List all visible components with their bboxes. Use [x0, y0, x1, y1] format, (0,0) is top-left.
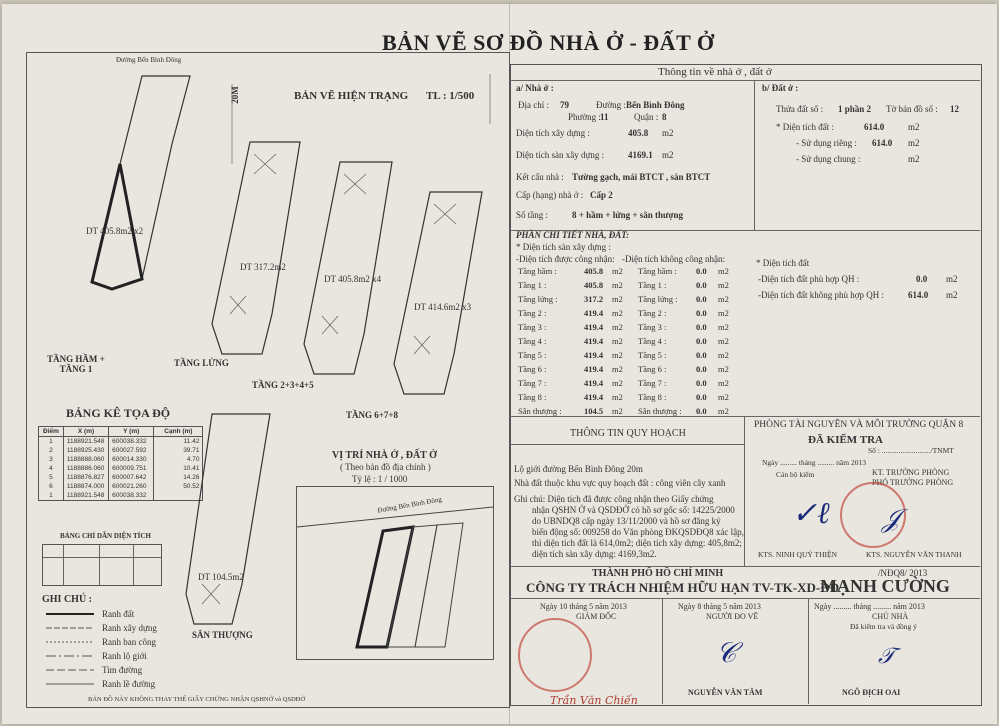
unit: m2: [718, 350, 729, 360]
not-ok-label: -Diện tích đất không phù hợp QH :: [758, 290, 884, 300]
office-checked: ĐÃ KIỂM TRA: [808, 434, 883, 446]
surveyor-title: NGƯỜI ĐO VẼ: [706, 612, 759, 621]
detail-label: Tầng 1 :: [518, 280, 547, 290]
info-title: Thông tin về nhà ở , đất ở: [658, 66, 772, 78]
unit: m2: [908, 154, 920, 164]
build-area: 405.8: [628, 128, 649, 138]
ok-label: -Diện tích đất phù hợp QH :: [758, 274, 860, 284]
cell: 1188925.430: [63, 446, 108, 455]
road-width: 20M: [229, 86, 240, 104]
detail-rows: [518, 266, 746, 446]
planning-note: diện tích sàn xây dựng: 4169,3m2.: [532, 549, 657, 559]
unit: m2: [612, 392, 623, 402]
unit: m2: [718, 378, 729, 388]
unit: m2: [908, 122, 920, 132]
detail-label: Sân thượng :: [518, 406, 562, 416]
cell: 1188886.060: [63, 464, 108, 473]
planning-note: Ghi chú: Diện tích đã được công nhận theo Giấy chứng: [514, 494, 714, 504]
not-recognized-header: -Diện tích không công nhận:: [622, 254, 725, 264]
unit: m2: [612, 336, 623, 346]
unit: m2: [612, 266, 623, 276]
coords-header: X (m): [63, 427, 108, 437]
private-label: - Sử dụng riêng :: [796, 138, 857, 148]
detail-label: Tầng 3 :: [638, 322, 667, 332]
unit: m2: [662, 128, 674, 138]
detail-value: 0.0: [696, 280, 707, 290]
surveyor-name: NGUYỄN VĂN TÂM: [688, 688, 763, 697]
coords-header: Cạnh (m): [154, 427, 203, 437]
detail-value: 405.8: [584, 266, 604, 276]
detail-value: 104.5: [584, 406, 604, 416]
detail-label: Tầng 7 :: [638, 378, 667, 388]
area-rooftop: DT 104.5m2: [198, 572, 244, 582]
legend-item: Ranh xây dựng: [102, 623, 157, 633]
office-date: Ngày ......... tháng ......... năm 2013: [762, 458, 866, 467]
detail-value: 0.0: [696, 266, 707, 276]
street: Bến Bình Đông: [626, 100, 685, 110]
detail-label: Tầng 8 :: [518, 392, 547, 402]
detail-value: 419.4: [584, 378, 604, 388]
map-label: Tờ bản đồ số :: [886, 104, 938, 114]
detail-label: Tầng 3 :: [518, 322, 547, 332]
district: 8: [662, 112, 667, 122]
unit: m2: [946, 290, 958, 300]
cell: 600021.260: [109, 482, 154, 491]
plan-floor-6-8: [394, 192, 482, 394]
legend-item: Ranh lộ giới: [102, 651, 147, 661]
cell: 5: [39, 473, 64, 482]
date-surveyor: Ngày 8 tháng 5 năm 2013: [678, 602, 761, 611]
cell: 11.42: [154, 437, 203, 447]
unit: m2: [946, 274, 958, 284]
planning-note: nhận QSHN Ở và QSDĐỞ có hồ sơ gốc số: 14225/2000: [532, 505, 735, 515]
cell: 3: [39, 455, 64, 464]
location-subtitle: ( Theo bản đồ địa chính ): [340, 462, 431, 472]
office-head-title: KT. TRƯỞNG PHÒNG: [872, 468, 950, 477]
cell: 2: [39, 446, 64, 455]
company-name: CÔNG TY TRÁCH NHIỆM HỮU HẠN TV-TK-XD-ĐĐ: [526, 580, 839, 595]
planning-note: do UBNDQ8 cấp ngày 13/11/2000 và hồ sơ đăng ký: [532, 516, 721, 526]
owner-title: CHỦ NHÀ: [872, 612, 909, 621]
cell: 10.41: [154, 464, 203, 473]
coords-header: Điểm: [39, 427, 64, 437]
unit: m2: [612, 350, 623, 360]
director-title: GIÁM ĐỐC: [576, 612, 617, 621]
cell: 1: [39, 491, 64, 501]
unit: m2: [612, 308, 623, 318]
district-label: Quận :: [634, 112, 659, 122]
detail-label: Tầng 5 :: [638, 350, 667, 360]
planning-line1: Lộ giới đường Bến Bình Đông 20m: [514, 464, 643, 474]
legend-item: Tim đường: [102, 665, 143, 675]
cell: 4: [39, 464, 64, 473]
land-section: b/ Đất ở :: [762, 83, 799, 93]
map-number: 12: [950, 104, 959, 114]
unit: m2: [718, 406, 729, 416]
house-section: a/ Nhà ở :: [516, 83, 554, 93]
legend-item: Ranh đất: [102, 609, 135, 619]
unit: m2: [612, 364, 623, 374]
unit: m2: [718, 280, 729, 290]
detail-label: Tầng lửng :: [518, 294, 558, 304]
cell: 4.70: [154, 455, 203, 464]
ward-label: Phường :: [568, 112, 601, 122]
location-scale: Tỷ lệ : 1 / 1000: [352, 474, 408, 484]
office-title: PHÒNG TÀI NGUYÊN VÀ MÔI TRƯỜNG QUẬN 8: [754, 420, 964, 430]
not-ok-area: 614.0: [908, 290, 929, 300]
detail-label: Tầng 4 :: [638, 336, 667, 346]
planning-line2: Nhà đất thuộc khu vực quy hoạch đất : công viên cây xanh: [514, 478, 726, 488]
unit: m2: [908, 138, 920, 148]
plan-basement: [92, 76, 190, 289]
detail-value: 0.0: [696, 378, 707, 388]
unit: m2: [718, 294, 729, 304]
address: 79: [560, 100, 569, 110]
floor-area-label: Diện tích sàn xây dựng :: [516, 150, 605, 160]
cell: 600038.332: [109, 437, 154, 447]
location-parcels: [297, 487, 493, 659]
cell: 1188876.827: [63, 473, 108, 482]
land-area-label: * Diện tích đất :: [776, 122, 834, 132]
location-map: [296, 486, 494, 660]
detail-value: 317.2: [584, 294, 604, 304]
unit: m2: [718, 336, 729, 346]
company-stamp: [518, 618, 592, 692]
unit: m2: [718, 266, 729, 276]
cell: 600038.332: [109, 491, 154, 501]
area-table-title: BẢNG CHỈ DẪN DIỆN TÍCH: [60, 532, 151, 540]
unit: m2: [612, 378, 623, 388]
detail-value: 0.0: [696, 322, 707, 332]
cell: 39.71: [154, 446, 203, 455]
unit: m2: [612, 322, 623, 332]
office-staff: Cán bộ kiểm: [776, 470, 815, 479]
street-label-top: Đường Bến Bình Đông: [116, 56, 182, 64]
unit: m2: [662, 150, 674, 160]
grade: Cấp 2: [590, 190, 613, 200]
signature-1: ✓ℓ: [792, 496, 830, 531]
detail-value: 0.0: [696, 294, 707, 304]
detail-value: 0.0: [696, 392, 707, 402]
private-area: 614.0: [872, 138, 893, 148]
location-title: VỊ TRÍ NHÀ Ở , ĐẤT Ở: [332, 450, 437, 461]
date-director: Ngày 10 tháng 5 năm 2013: [540, 602, 627, 611]
office-number: Số : ........................../TNMT: [868, 446, 954, 455]
detail-value: 419.4: [584, 322, 604, 332]
planning-note: thì diện tích đất là 614,0m2; diện tích xây dựng: 405,8m2;: [532, 538, 742, 548]
company-brand: MẠNH CƯỜNG: [820, 576, 950, 596]
signature-2: 𝒥: [882, 504, 900, 534]
plan-mezzanine: [212, 142, 300, 354]
unit: m2: [718, 364, 729, 374]
detail-value: 0.0: [696, 406, 707, 416]
company-city: THÀNH PHỐ HỒ CHÍ MINH: [592, 568, 724, 579]
detail-label: Tầng 1 :: [638, 280, 667, 290]
floors-label: Số tầng :: [516, 210, 549, 220]
document-sheet: [2, 4, 997, 724]
unit: m2: [612, 280, 623, 290]
cell: 1188874.000: [63, 482, 108, 491]
legend-item: Ranh ban công: [102, 637, 156, 647]
build-area-label: Diện tích xây dựng :: [516, 128, 590, 138]
cell: 50.52: [154, 482, 203, 491]
detail-label: Tầng lửng :: [638, 294, 678, 304]
label-rooftop: SÂN THƯỢNG: [192, 630, 253, 640]
planning-title: THÔNG TIN QUY HOẠCH: [570, 428, 686, 439]
area-floor-6-8: DT 414.6m2 x3: [414, 302, 472, 312]
cell: 600007.642: [109, 473, 154, 482]
drawing-title: BẢN VẼ HIỆN TRẠNG: [294, 90, 409, 102]
parcel: 1 phần 2: [838, 104, 872, 114]
unit: m2: [718, 392, 729, 402]
coords-title: BẢNG KÊ TỌA ĐỘ: [66, 406, 171, 420]
detail-value: 0.0: [696, 308, 707, 318]
owner-note: Đã kiểm tra và đồng ý: [850, 622, 917, 631]
office-deputy: PHÓ TRƯỞNG PHÒNG: [872, 478, 954, 487]
street-label: Đường :: [596, 100, 626, 110]
cell: 6: [39, 482, 64, 491]
detail-value: 419.4: [584, 308, 604, 318]
director-name: Trần Văn Chiến: [550, 694, 638, 707]
signer-1: KTS. NINH QUÝ THIỆN: [758, 550, 838, 559]
company-code: /NĐQ8/ 2013: [878, 568, 928, 578]
cell: 1188888.060: [63, 455, 108, 464]
owner-name: NGÔ ĐỊCH OAI: [842, 688, 901, 697]
structure: Tường gạch, mái BTCT , sàn BTCT: [572, 172, 711, 182]
area-basement: DT 405.8m2 x2: [86, 226, 144, 236]
area-table: [42, 544, 162, 586]
floor-area: 4169.1: [628, 150, 653, 160]
area-mezzanine: DT 317.2m2: [240, 262, 286, 272]
cell: 1: [39, 437, 64, 447]
detail-label: Tầng hầm :: [518, 266, 557, 276]
surveyor-signature: 𝒞: [716, 636, 737, 669]
detail-label: Tầng 6 :: [518, 364, 547, 374]
cell: 14.26: [154, 473, 203, 482]
cell: 600009.751: [109, 464, 154, 473]
label-floor-6-8: TẦNG 6+7+8: [346, 410, 399, 420]
detail-label: Tầng 5 :: [518, 350, 547, 360]
detail-value: 419.4: [584, 350, 604, 360]
detail-value: 0.0: [696, 364, 707, 374]
unit: m2: [718, 322, 729, 332]
date-owner: Ngày ......... tháng ......... năm 2013: [814, 602, 925, 611]
detail-label: Tầng 6 :: [638, 364, 667, 374]
plan-floor-2-5: [304, 162, 392, 374]
detail-label: Tầng 2 :: [518, 308, 547, 318]
label-floor-2-5: TẦNG 2+3+4+5: [252, 380, 314, 390]
unit: m2: [612, 406, 623, 416]
detail-label: Tầng 2 :: [638, 308, 667, 318]
grade-label: Cấp (hạng) nhà ở :: [516, 190, 584, 200]
unit: m2: [612, 294, 623, 304]
legend-item: Ranh lề đường: [102, 679, 156, 689]
planning-note: biến động số: 009258 do Văn phòng ĐKQSDĐQ8 xác lập,: [532, 527, 744, 537]
detail-label: Tầng hầm :: [638, 266, 677, 276]
detail-value: 0.0: [696, 350, 707, 360]
document-title: BẢN VẼ SƠ ĐỒ NHÀ Ở - ĐẤT Ở: [382, 30, 715, 55]
recognized-header: -Diện tích được công nhận:: [516, 254, 615, 264]
label-basement: TẦNG HẦM + TẦNG 1: [47, 354, 105, 374]
land-area: 614.0: [864, 122, 885, 132]
detail-label: Tầng 4 :: [518, 336, 547, 346]
land-area-header: * Diện tích đất: [756, 258, 810, 268]
detail-value: 0.0: [696, 336, 707, 346]
plan-rooftop: [172, 404, 282, 634]
cell: 600027.592: [109, 446, 154, 455]
legend-title: GHI CHÚ :: [42, 594, 92, 605]
legend-swatches: [46, 608, 98, 698]
drawing-scale: TL : 1/500: [426, 90, 475, 102]
detail-value: 419.4: [584, 364, 604, 374]
floor-area-header: * Diện tích sàn xây dựng :: [516, 242, 611, 252]
common-label: - Sử dụng chung :: [796, 154, 861, 164]
area-floor-2-5: DT 405.8m2 x4: [324, 274, 382, 284]
detail-value: 405.8: [584, 280, 604, 290]
detail-label: Tầng 8 :: [638, 392, 667, 402]
signer-2: KTS. NGUYỄN VĂN THANH: [866, 550, 962, 559]
cell: 1188921.548: [63, 437, 108, 447]
floors: 8 + hầm + lửng + sân thượng: [572, 210, 683, 220]
cell: 600014.330: [109, 455, 154, 464]
structure-label: Kết cấu nhà :: [516, 172, 564, 182]
detail-value: 419.4: [584, 336, 604, 346]
ok-area: 0.0: [916, 274, 928, 284]
ward: 11: [600, 112, 609, 122]
coords-header: Y (m): [109, 427, 154, 437]
address-label: Địa chỉ :: [518, 100, 549, 110]
legend-note: BẢN ĐỒ NÀY KHÔNG THAY THẾ GIẤY CHỨNG NHẬN QSHNỞ và QSDĐỞ: [88, 696, 306, 703]
detail-label: Tầng 7 :: [518, 378, 547, 388]
parcel-label: Thửa đất số :: [776, 104, 824, 114]
unit: m2: [718, 308, 729, 318]
owner-signature: 𝒯: [878, 644, 895, 669]
location-street: Đường Bến Bình Đông: [376, 495, 443, 515]
cell: 1188921.548: [63, 491, 108, 501]
detail-label: Sân thượng :: [638, 406, 682, 416]
label-mezzanine: TẦNG LỬNG: [174, 358, 229, 368]
detail-value: 419.4: [584, 392, 604, 402]
detail-title: PHẦN CHI TIẾT NHÀ, ĐẤT:: [516, 230, 630, 240]
